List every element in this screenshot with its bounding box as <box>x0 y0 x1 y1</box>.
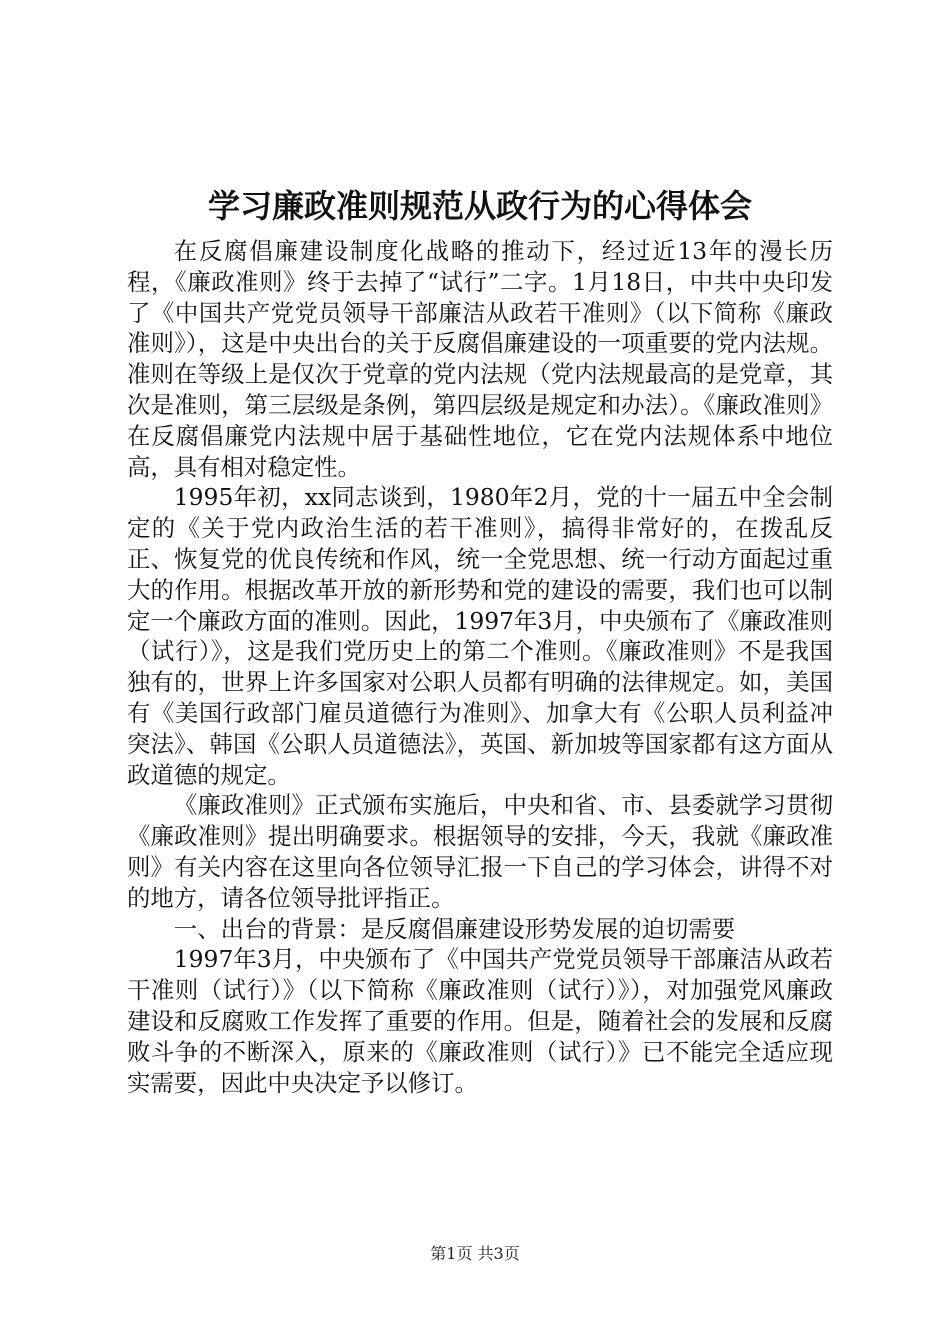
document-title: 学习廉政准则规范从政行为的心得体会 <box>207 187 752 225</box>
paragraph: 在反腐倡廉建设制度化战略的推动下，经过近13年的漫长历程，《廉政准则》终于去掉了“试行”二字。1月18日，中共中央印发了《中国共产党党员领导干部廉洁从政若干准则》（以下简称《廉政准则》），这是中央出台的关于反腐倡廉建设的一项重要的党内法规。准则在等级上是仅次于党章的党内法规（党内法规最高的是党章，其次是准则，第三层级是条例，第四层级是规定和办法）。《廉政准则》在反腐倡廉党内法规中居于基础性地位，它在党内法规体系中地位高，具有相对稳定性。 <box>127 237 833 481</box>
paragraph: 1997年3月，中央颁布了《中国共产党党员领导干部廉洁从政若干准则（试行）》（以下简称《廉政准则（试行）》），对加强党风廉政建设和反腐败工作发挥了重要的作用。但是，随着社会的发展和反腐败斗争的不断深入，原来的《廉政准则（试行）》已不能完全适应现实需要，因此中央决定予以修订。 <box>127 945 833 1097</box>
document-body <box>127 236 833 1098</box>
section-heading: 一、出台的背景：是反腐倡廉建设形势发展的迫切需要 <box>173 914 736 943</box>
page-number-footer: 第1页 共3页 <box>430 1244 520 1263</box>
paragraph: 《廉政准则》正式颁布实施后，中央和省、市、县委就学习贯彻《廉政准则》提出明确要求。根据领导的安排，今天，我就《廉政准则》有关内容在这里向各位领导汇报一下自己的学习体会，讲得不对的地方，请各位领导批评指正。 <box>127 791 833 912</box>
paragraph: 1995年初，xx同志谈到，1980年2月，党的十一届五中全会制定的《关于党内政治生活的若干准则》，搞得非常好的，在拨乱反正、恢复党的优良传统和作风，统一全党思想、统一行动方面起过重大的作用。根据改革开放的新形势和党的建设的需要，我们也可以制定一个廉政方面的准则。因此，1997年3月，中央颁布了《廉政准则（试行）》，这是我们党历史上的第二个准则。《廉政准则》不是我国独有的，世界上许多国家对公职人员都有明确的法律规定。如，美国有《美国行政部门雇员道德行为准则》、加拿大有《公职人员利益冲突法》、韩国《公职人员道德法》，英国、新加坡等国家都有这方面从政道德的规定。 <box>127 483 833 789</box>
